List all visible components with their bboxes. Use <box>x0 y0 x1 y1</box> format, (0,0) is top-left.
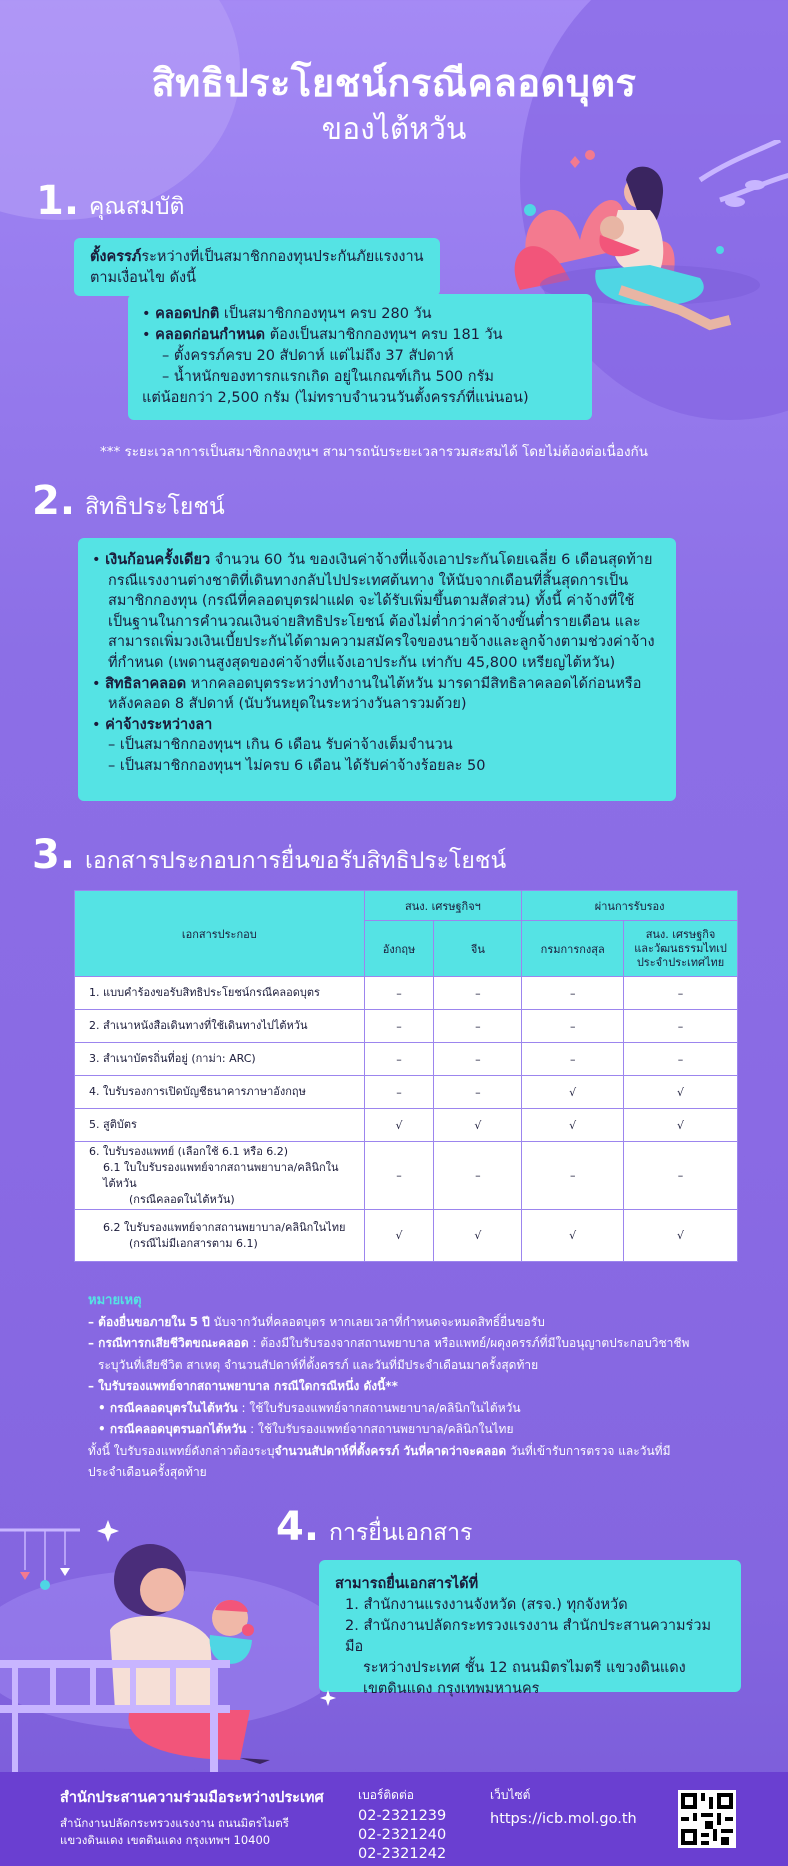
row-cell: – <box>522 1142 624 1210</box>
row-cell: – <box>364 1076 434 1109</box>
mother-baby-illustration <box>0 1510 320 1772</box>
row-cell: – <box>624 1010 738 1043</box>
row6-l2: 6.1 ใบใบรับรองแพทย์จากสถานพยาบาล/คลินิกในไต้หวัน <box>103 1160 339 1190</box>
submission-item-2-l2: ระหว่างประเทศ ชั้น 12 ถนนมิตรไมตรี แขวงดินแดง <box>363 1660 686 1676</box>
row-doc <box>75 1210 365 1262</box>
footer-web-label: เว็บไซต์ <box>490 1788 531 1802</box>
footer-phone-2[interactable]: 02-2321240 <box>358 1827 447 1843</box>
row-cell: √ <box>522 1210 624 1262</box>
note3b-bold: • กรณีคลอดบุตรนอกไต้หวัน <box>98 1422 247 1436</box>
footer-addr2: แขวงดินแดง เขตดินแดง กรุงเทพฯ 10400 <box>60 1833 271 1847</box>
footer <box>0 1772 788 1866</box>
table-header-english: อังกฤษ <box>364 921 434 977</box>
leave-text: หากคลอดบุตรระหว่างทำงานในไต้หวัน มารดามีสิทธิลาคลอดได้ก่อนหรือ <box>186 675 642 692</box>
premature-sub1: – ตั้งครรภ์ครบ 20 สัปดาห์ แต่ไม่ถึง 37 สัปดาห์ <box>162 348 454 364</box>
table-row <box>75 1109 738 1142</box>
qr-code[interactable] <box>678 1790 736 1848</box>
submission-item-2-l3: เขตดินแดง กรุงเทพมหานคร <box>363 1681 540 1697</box>
row7-l1: 6.2 ใบรับรองแพทย์จากสถานพยาบาล/คลินิกในไทย <box>103 1220 346 1234</box>
benefits-card: • เงินก้อนครั้งเดียว จำนวน 60 วัน ของเงินค่าจ้างที่แจ้งเอาประกันโดยเฉลี่ย 6 เดือนสุดท้าย กรณีแรงงานต่างชาติที่เดินทางกลับไปประเทศต้นทาง ให้นับจากเดือนที่สิ้นสุดการเป็น สมาชิกกองทุน (กรณีที่คลอดบุตรฝาแฝด จะได้รับเพิ่มขึ้นตามสัดส่วน) ทั้งนี้ ค่าจ้างที่ใช้ เป็นฐานในการคำนวณเงินจ่ายสิทธิประโยชน์ ต้องไม่ต่ำกว่าค่าจ้างขั้นต่ำรายเดือน และ สามารถเพิ่มวงเงินเบี้ยประกันได้ตามความสมัครใจของนายจ้างและลูกจ้างตามช่วงค่าจ้าง ที่กำหนด (เพดานสูงสุดของค่าจ้างที่แจ้งเอาประกัน เท่ากับ 45,800 เหรียญไต้หวัน) • สิทธิลาคลอด หากคลอดบุตรระหว่างทำงานในไต้หวัน มารดามีสิทธิลาคลอดได้ก่อนหรือ หลังคลอด 8 สัปดาห์ (นับวันหยุดในระหว่างวันลารวมด้วย) • ค่าจ้างระหว่างลา – เป็นสมาชิกกองทุนฯ เกิน 6 เดือน รับค่าจ้างเต็มจำนวน – เป็นสมาชิกกองทุนฯ ไม่ครบ 6 เดือน ได้รับค่าจ้างร้อยละ 50 <box>78 538 676 801</box>
wage-label: ค่าจ้างระหว่างลา <box>105 716 213 733</box>
section1-heading <box>36 178 185 225</box>
row-cell: – <box>364 977 434 1010</box>
footer-org: สำนักประสานความร่วมมือระหว่างประเทศ <box>60 1790 324 1806</box>
lumpsum-text: จำนวน 60 วัน ของเงินค่าจ้างที่แจ้งเอาประกันโดยเฉลี่ย 6 เดือนสุดท้าย <box>210 552 653 568</box>
premature-sub3: แต่น้อยกว่า 2,500 กรัม (ไม่ทราบจำนวนวันตั้งครรภ์ที่แน่นอน) <box>142 390 529 406</box>
teco-l3: ประจำประเทศไทย <box>636 955 725 969</box>
footer-web-block <box>490 1786 637 1827</box>
section2-number: 2. <box>32 478 76 524</box>
condition-text: ตามเงื่อนไข ดังนี้ <box>90 270 196 286</box>
wage-sub1: – เป็นสมาชิกกองทุนฯ เกิน 6 เดือน รับค่าจ้างเต็มจำนวน <box>108 737 453 754</box>
table-header-group2: ผ่านการรับรอง <box>522 891 738 921</box>
eligibility-card <box>74 238 440 296</box>
note3a-text: : ใช้ใบรับรองแพทย์จากสถานพยาบาล/คลินิกในไต้หวัน <box>237 1400 521 1415</box>
row-cell: – <box>364 1142 434 1210</box>
leave-label: สิทธิลาคลอด <box>105 675 187 692</box>
note1-bold: – ต้องยื่นขอภายใน 5 ปี <box>88 1314 210 1329</box>
row-cell: – <box>624 1043 738 1076</box>
submission-card <box>319 1560 741 1697</box>
row-cell: √ <box>522 1109 624 1142</box>
lumpsum-label: เงินก้อนครั้งเดียว <box>105 552 211 568</box>
normal-birth-text: เป็นสมาชิกกองทุนฯ ครบ 280 วัน <box>219 306 432 322</box>
section3-heading <box>32 832 506 879</box>
table-row <box>75 1076 738 1109</box>
premature-label: คลอดก่อนกำหนด <box>155 327 266 343</box>
qr-code-icon <box>681 1793 733 1845</box>
section3-title: เอกสารประกอบการยื่นขอรับสิทธิประโยชน์ <box>85 848 507 874</box>
membership-note: *** ระยะเวลาการเป็นสมาชิกกองทุนฯ สามารถนับระยะเวลารวมสะสมได้ โดยไม่ต้องต่อเนื่องกัน <box>100 444 648 460</box>
table-row <box>75 1010 738 1043</box>
row-cell: – <box>624 977 738 1010</box>
footer-org-block <box>60 1786 324 1849</box>
section3-number: 3. <box>32 832 76 878</box>
row-cell: – <box>434 1142 522 1210</box>
footer-phone-block <box>358 1786 446 1864</box>
pregnant-text: ระหว่างที่เป็นสมาชิกกองทุนประกันภัยแรงงาน <box>141 249 424 265</box>
lumpsum-line5: สามารถเพิ่มวงเงินเบี้ยประกันได้ตามความสมัครใจของนายจ้างและลูกจ้างตามช่วงค่าจ้าง <box>108 634 655 651</box>
note3b-text: : ใช้ใบรับรองแพทย์จากสถานพยาบาล/คลินิกในไทย <box>246 1422 514 1436</box>
row-doc: 4. ใบรับรองการเปิดบัญชีธนาคารภาษาอังกฤษ <box>75 1076 365 1109</box>
note3a-bold: • กรณีคลอดบุตรในไต้หวัน <box>98 1400 238 1415</box>
premature-text: ต้องเป็นสมาชิกกองทุนฯ ครบ 181 วัน <box>265 327 503 343</box>
row-cell: – <box>434 977 522 1010</box>
page-title: สิทธิประโยชน์กรณีคลอดบุตร <box>151 61 637 105</box>
footer-phone-label: เบอร์ติดต่อ <box>358 1788 414 1802</box>
documents-table <box>74 890 738 1262</box>
wage-sub2: – เป็นสมาชิกกองทุนฯ ไม่ครบ 6 เดือน ได้รับค่าจ้างร้อยละ 50 <box>108 757 486 774</box>
section2-heading <box>32 478 225 525</box>
row-cell: – <box>434 1010 522 1043</box>
table-header-chinese: จีน <box>434 921 522 977</box>
row-doc: 5. สูติบัตร <box>75 1109 365 1142</box>
row-cell: √ <box>624 1210 738 1262</box>
submission-title: สามารถยื่นเอกสารได้ที่ <box>335 1576 479 1592</box>
row-cell: – <box>522 977 624 1010</box>
row-cell: √ <box>434 1210 522 1262</box>
note1-text: นับจากวันที่คลอดบุตร หากเลยเวลาที่กำหนดจะหมดสิทธิ์ยื่นขอรับ <box>209 1314 545 1329</box>
row-doc: 3. สำเนาบัตรถิ่นที่อยู่ (กาม่า: ARC) <box>75 1043 365 1076</box>
section4-heading <box>276 1504 472 1551</box>
footer-addr1: สำนักงานปลัดกระทรวงแรงงาน ถนนมิตรไมตรี <box>60 1816 289 1830</box>
row7-l2: (กรณีไม่มีเอกสารตาม 6.1) <box>129 1236 258 1250</box>
footer-phone-1[interactable]: 02-2321239 <box>358 1808 447 1824</box>
row-cell: – <box>624 1142 738 1210</box>
note4-line2: ประจำเดือนครั้งสุดท้าย <box>88 1465 207 1479</box>
normal-birth-label: คลอดปกติ <box>155 306 220 322</box>
table-header-consular: กรมการกงสุล <box>522 921 624 977</box>
row-cell: √ <box>522 1076 624 1109</box>
section2-title: สิทธิประโยชน์ <box>85 494 225 520</box>
lumpsum-line6: ที่กำหนด (เพดานสูงสุดของค่าจ้างที่แจ้งเอาประกัน เท่ากับ 45,800 เหรียญไต้หวัน) <box>108 654 616 671</box>
section4-number: 4. <box>276 1504 320 1550</box>
note3-bold: – ใบรับรองแพทย์จากสถานพยาบาล กรณีใดกรณีหนึ่ง ดังนี้** <box>88 1379 398 1393</box>
lumpsum-line2: กรณีแรงงานต่างชาติที่เดินทางกลับไปประเทศต้นทาง ให้นับจากเดือนที่สิ้นสุดการเป็น <box>108 572 629 589</box>
note2-text: : ต้องมีใบรับรองจากสถานพยาบาล หรือแพทย์/ผดุงครรภ์ที่มีใบอนุญาตประกอบวิชาชีพ <box>248 1336 690 1350</box>
footer-phone-3[interactable]: 02-2321242 <box>358 1846 447 1862</box>
note4-b: วันที่เข้ารับการตรวจ และวันที่มี <box>506 1443 671 1458</box>
sparkle-icon <box>320 1690 336 1706</box>
notes-title: หมายเหตุ <box>88 1293 142 1308</box>
section1-number: 1. <box>36 178 80 224</box>
row-cell: √ <box>434 1109 522 1142</box>
row-doc: 2. สำเนาหนังสือเดินทางที่ใช้เดินทางไปไต้หวัน <box>75 1010 365 1043</box>
table-header-doc: เอกสารประกอบ <box>75 891 365 977</box>
row-cell: √ <box>364 1210 434 1262</box>
row-doc <box>75 1142 365 1210</box>
pregnant-label: ตั้งครรภ์ <box>90 249 142 265</box>
section1-title: คุณสมบัติ <box>89 194 185 220</box>
row-cell: – <box>434 1076 522 1109</box>
table-header-group1: สนง. เศรษฐกิจฯ <box>364 891 522 921</box>
row-cell: – <box>522 1010 624 1043</box>
row-cell: √ <box>624 1076 738 1109</box>
row-cell: – <box>522 1043 624 1076</box>
table-row <box>75 977 738 1010</box>
note2-line2: ระบุวันที่เสียชีวิต สาเหตุ จำนวนสัปดาห์ที่ตั้งครรภ์ และวันที่มีประจำเดือนมาครั้งสุดท้าย <box>98 1357 539 1372</box>
note4-bold: จำนวนสัปดาห์ที่ตั้งครรภ์ วันที่คาดว่าจะคลอด <box>274 1443 507 1458</box>
page-subtitle: ของไต้หวัน <box>321 112 467 147</box>
teco-l2: และวัฒนธรรมไทเป <box>634 941 727 955</box>
table-row <box>75 1043 738 1076</box>
row-cell: – <box>364 1010 434 1043</box>
leave-line2: หลังคลอด 8 สัปดาห์ (นับวันหยุดในระหว่างวันลารวมด้วย) <box>108 696 467 713</box>
submission-item-1: 1. สำนักงานแรงงานจังหวัด (สรจ.) ทุกจังหวัด <box>345 1597 628 1613</box>
row-doc: 1. แบบคำร้องขอรับสิทธิประโยชน์กรณีคลอดบุตร <box>75 977 365 1010</box>
table-row <box>75 1142 738 1210</box>
conditions-card: • คลอดปกติ เป็นสมาชิกกองทุนฯ ครบ 280 วัน • คลอดก่อนกำหนด ต้องเป็นสมาชิกกองทุนฯ ครบ 181 วัน – ตั้งครรภ์ครบ 20 สัปดาห์ แต่ไม่ถึง 37 สัปดาห์ – น้ำหนักของทารกแรกเกิด อยู่ในเกณฑ์เกิน 500 กรัม แต่น้อยกว่า 2,500 กรัม (ไม่ทราบจำนวนวันตั้งครรภ์ที่แน่นอน) <box>128 294 592 420</box>
note4-a: ทั้งนี้ ใบรับรองแพทย์ดังกล่าวต้องระบุ <box>88 1443 275 1458</box>
row-cell: – <box>364 1043 434 1076</box>
teco-l1: สนง. เศรษฐกิจ <box>645 927 716 941</box>
footer-web-link[interactable]: https://icb.mol.go.th <box>490 1811 637 1827</box>
row-cell: √ <box>624 1109 738 1142</box>
row-cell: √ <box>364 1109 434 1142</box>
lumpsum-line4: เป็นฐานในการคำนวณเงินจ่ายสิทธิประโยชน์ ต้องไม่ต่ำกว่าค่าจ้างขั้นต่ำรายเดือน และ <box>108 613 641 630</box>
section4-title: การยื่นเอกสาร <box>329 1520 473 1546</box>
table-header-teco <box>624 921 738 977</box>
row6-l1: 6. ใบรับรองแพทย์ (เลือกใช้ 6.1 หรือ 6.2) <box>89 1144 289 1158</box>
row-cell: – <box>434 1043 522 1076</box>
table-row <box>75 1210 738 1262</box>
lumpsum-line3: สมาชิกกองทุน (กรณีที่คลอดบุตรฝาแฝด จะได้รับเพิ่มขึ้นตามสัดส่วน) ทั้งนี้ ค่าจ้างที่ใช้ <box>108 593 635 610</box>
premature-sub2: – น้ำหนักของทารกแรกเกิด อยู่ในเกณฑ์เกิน 500 กรัม <box>162 369 494 385</box>
row6-l3: (กรณีคลอดในไต้หวัน) <box>129 1192 235 1206</box>
notes-block <box>88 1290 728 1484</box>
submission-item-2: 2. สำนักงานปลัดกระทรวงแรงงาน สำนักประสานความร่วมมือ <box>345 1618 712 1655</box>
note2-bold: – กรณีทารกเสียชีวิตขณะคลอด <box>88 1336 249 1350</box>
